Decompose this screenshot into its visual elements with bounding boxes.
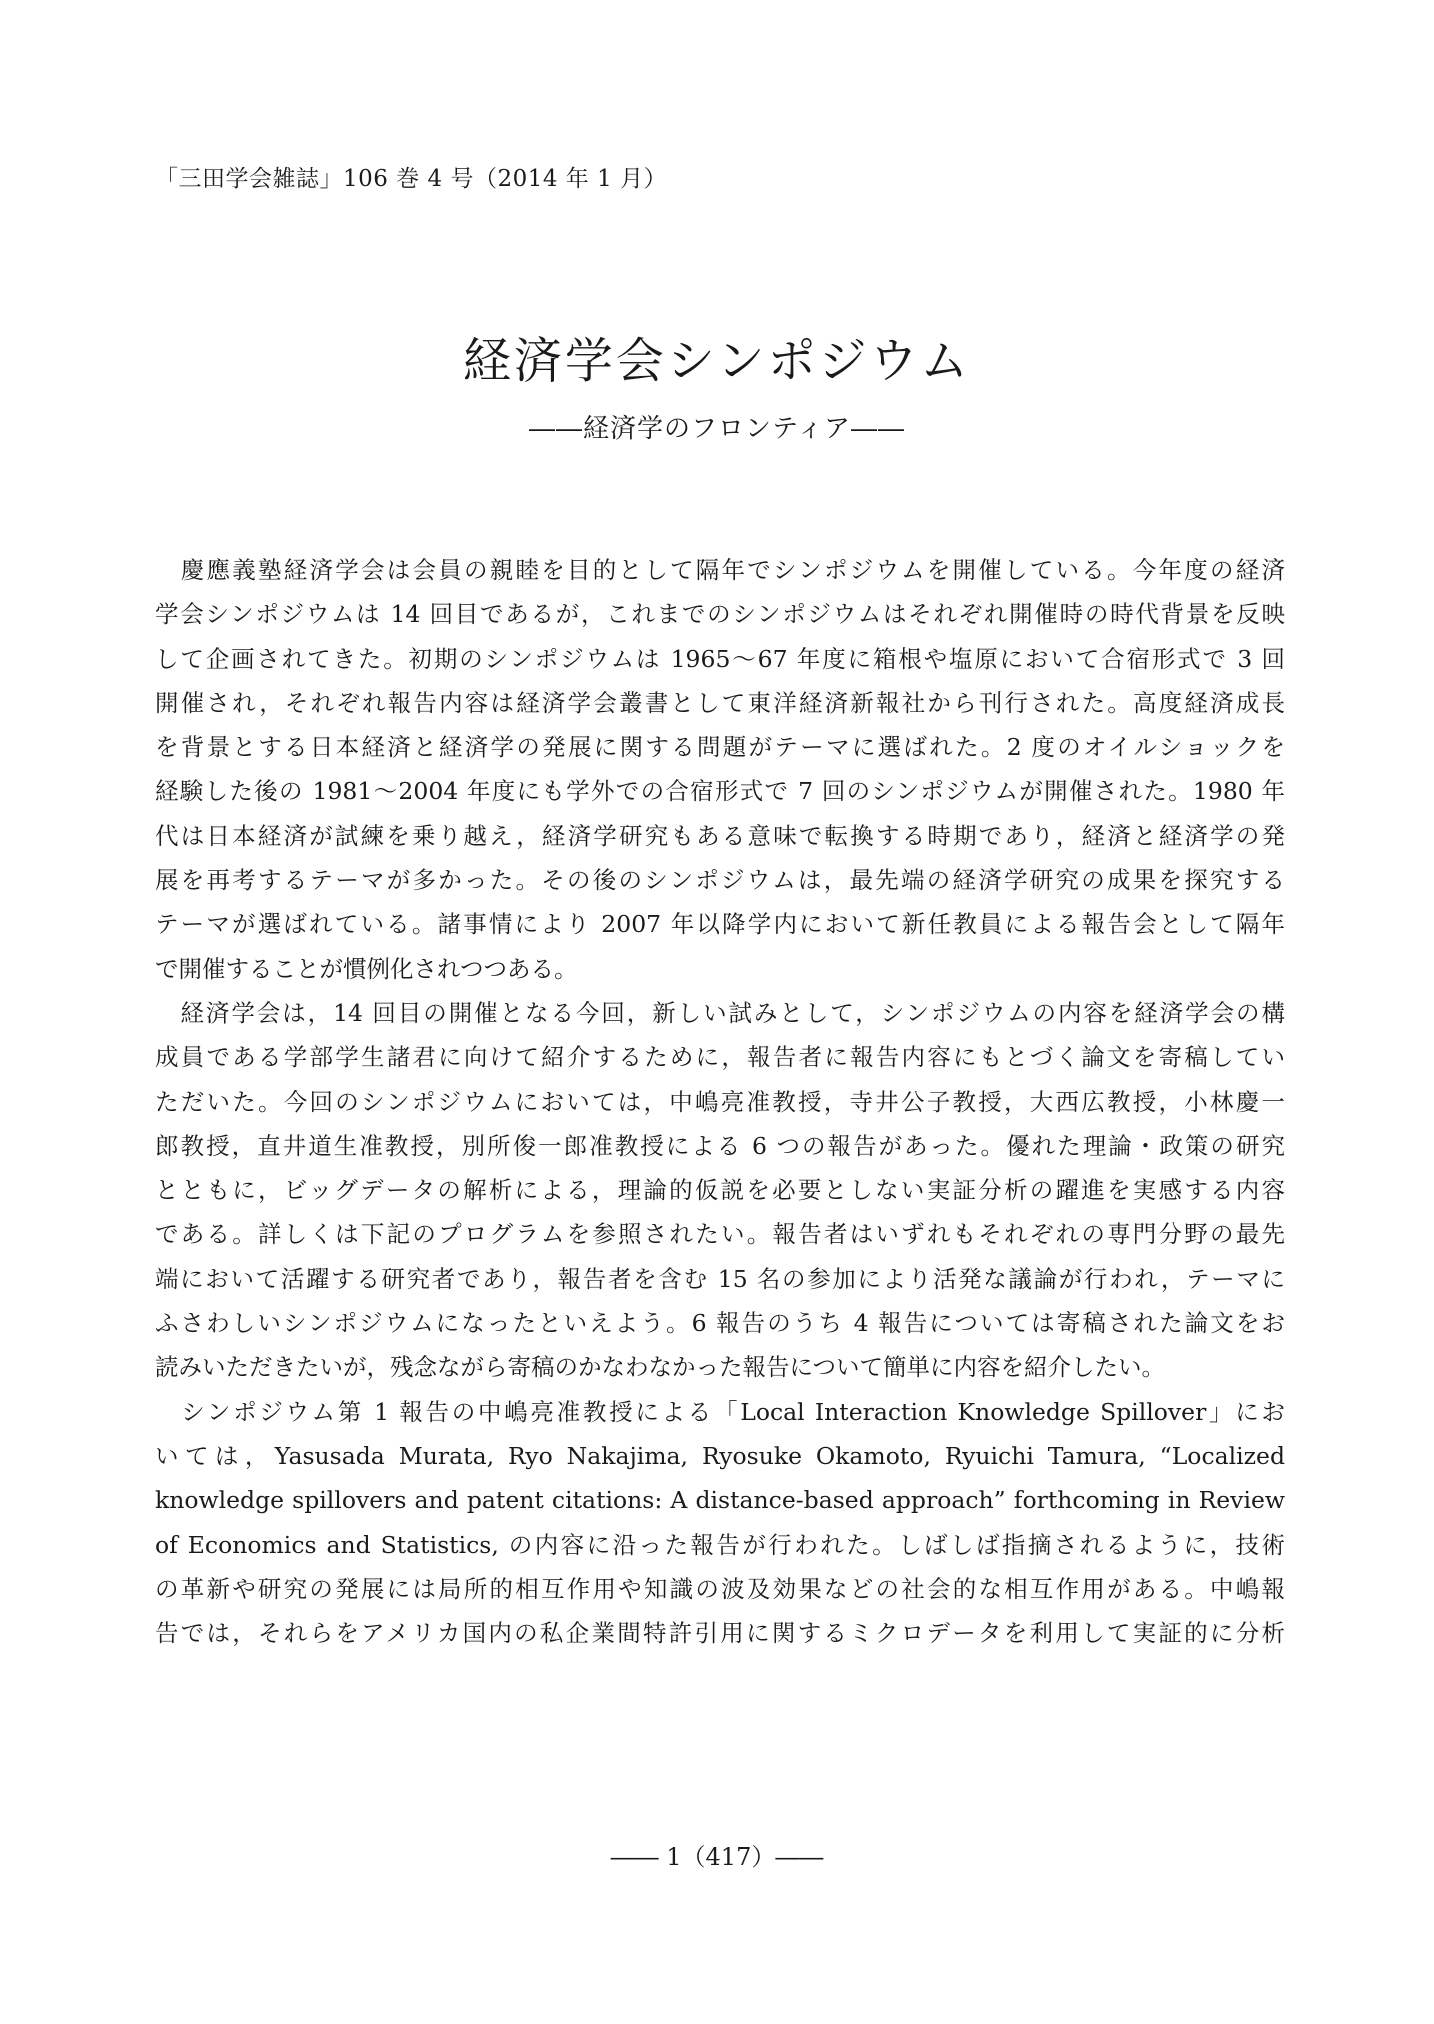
body-line: して企画されてきた。初期のシンポジウムは 1965〜67 年度に箱根や塩原において合宿形式で 3 回 bbox=[155, 644, 1285, 673]
body-line: ただいた。今回のシンポジウムにおいては，中嶋亮准教授，寺井公子教授，大西広教授，小林慶一 bbox=[155, 1087, 1285, 1116]
body-line: 慶應義塾経済学会は会員の親睦を目的として隔年でシンポジウムを開催している。今年度の経済 bbox=[155, 556, 1285, 584]
article-body bbox=[155, 548, 1285, 1655]
article-title: 経済学会シンポジウム bbox=[462, 333, 972, 389]
body-line: 経験した後の 1981〜2004 年度にも学外での合宿形式で 7 回のシンポジウムが開催された。1980 年 bbox=[155, 777, 1285, 806]
body-line: 告では，それらをアメリカ国内の私企業間特許引用に関するミクロデータを利用して実証的に分析 bbox=[155, 1619, 1285, 1648]
body-line: 代は日本経済が試練を乗り越え，経済学研究もある意味で転換する時期であり，経済と経済学の発 bbox=[155, 821, 1285, 850]
body-line: 郎教授，直井道生准教授，別所俊一郎准教授による 6 つの報告があった。優れた理論・政策の研究 bbox=[155, 1131, 1285, 1160]
journal-header: 「三田学会雑誌」106 巻 4 号（2014 年 1 月） bbox=[155, 166, 668, 192]
body-line: 成員である学部学生諸君に向けて紹介するために，報告者に報告内容にもとづく論文を寄稿してい bbox=[155, 1043, 1285, 1072]
body-line: で開催することが慣例化されつつある。 bbox=[155, 954, 578, 983]
body-line: 端において活躍する研究者であり，報告者を含む 15 名の参加により活発な議論が行われ，テーマに bbox=[155, 1264, 1285, 1293]
body-line: 読みいただきたいが，残念ながら寄稿のかなわなかった報告について簡単に内容を紹介したい。 bbox=[155, 1353, 1166, 1382]
page-number: ―― 1（417）―― bbox=[610, 1843, 824, 1871]
body-line: 学会シンポジウムは 14 回目であるが，これまでのシンポジウムはそれぞれ開催時の時代背景を反映 bbox=[155, 600, 1285, 629]
article-subtitle: ――経済学のフロンティア―― bbox=[529, 414, 905, 444]
body-line: of Economics and Statistics, の内容に沿った報告が行われた。しばしば指摘されるように，技術 bbox=[155, 1530, 1285, 1559]
body-line: を背景とする日本経済と経済学の発展に関する問題がテーマに選ばれた。2 度のオイルショックを bbox=[155, 733, 1285, 762]
body-line: ふさわしいシンポジウムになったといえよう。6 報告のうち 4 報告については寄稿された論文をお bbox=[155, 1309, 1285, 1338]
body-line: とともに，ビッグデータの解析による，理論的仮説を必要としない実証分析の躍進を実感する内容 bbox=[155, 1176, 1285, 1205]
body-line: knowledge spillovers and patent citations: A distance-based approach” forthcoming in Review bbox=[155, 1486, 1285, 1515]
body-line: いては，Yasusada Murata, Ryo Nakajima, Ryosuke Okamoto, Ryuichi Tamura, “Localized bbox=[155, 1441, 1285, 1470]
body-line: の革新や研究の発展には局所的相互作用や知識の波及効果などの社会的な相互作用がある。中嶋報 bbox=[155, 1574, 1285, 1603]
body-line: テーマが選ばれている。諸事情により 2007 年以降学内において新任教員による報告会として隔年 bbox=[155, 910, 1285, 939]
body-line: 開催され，それぞれ報告内容は経済学会叢書として東洋経済新報社から刊行された。高度経済成長 bbox=[155, 688, 1285, 717]
body-line: である。詳しくは下記のプログラムを参照されたい。報告者はいずれもそれぞれの専門分野の最先 bbox=[155, 1220, 1285, 1249]
body-line: 展を再考するテーマが多かった。その後のシンポジウムは，最先端の経済学研究の成果を探究する bbox=[155, 866, 1285, 895]
body-line: シンポジウム第 1 報告の中嶋亮准教授による「Local Interaction Knowledge Spillover」にお bbox=[155, 1397, 1285, 1426]
body-line: 経済学会は，14 回目の開催となる今回，新しい試みとして，シンポジウムの内容を経済学会の構 bbox=[155, 998, 1285, 1027]
